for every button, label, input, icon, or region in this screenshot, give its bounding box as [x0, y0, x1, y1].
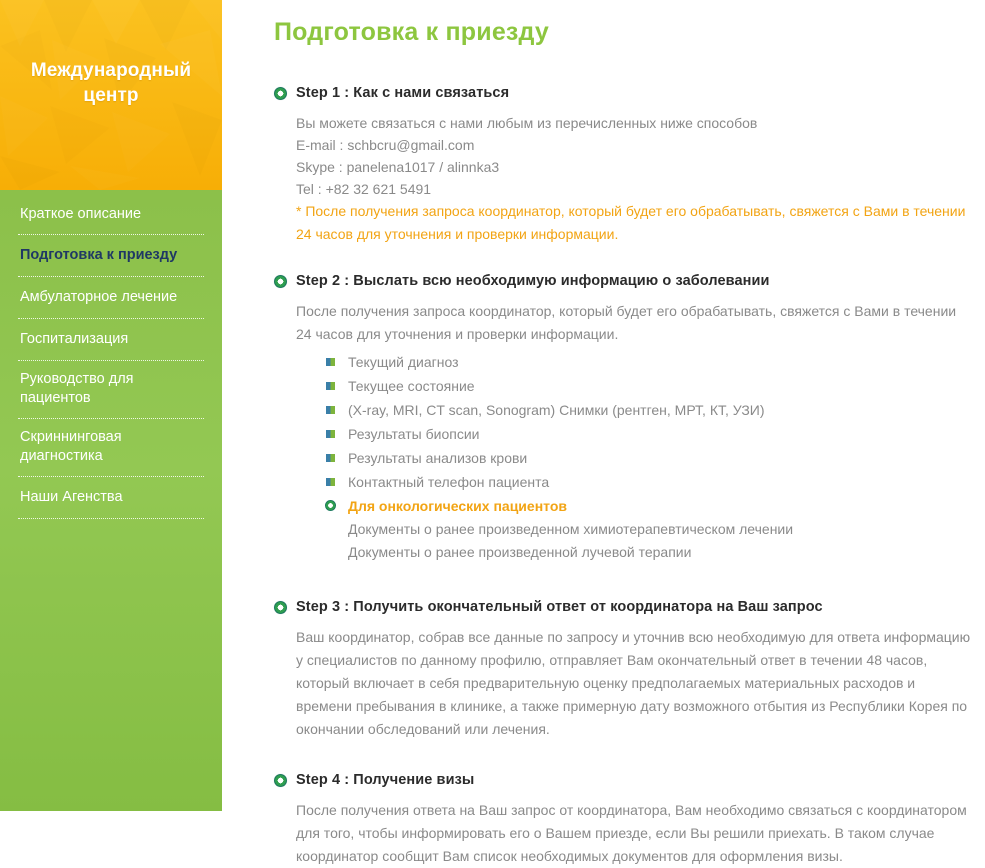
- step-title: Step 1 : Как с нами связаться: [296, 85, 510, 101]
- step-paragraph: Вы можете связаться с нами любым из перечисленных ниже способов: [296, 115, 758, 131]
- list-item: [326, 422, 971, 446]
- step-heading: [274, 272, 971, 291]
- step-section-1: [274, 84, 971, 246]
- list-item: [326, 446, 971, 470]
- list-item-label: Результаты биопсии: [348, 426, 480, 442]
- green-ring-icon: [325, 500, 336, 511]
- step-title: Step 4 : Получение визы: [296, 772, 475, 788]
- step-body: [274, 112, 971, 246]
- step-paragraph-skype: Skype : panelena1017 / alinnka3: [296, 159, 500, 175]
- square-bullet-icon: [326, 478, 335, 486]
- green-ring-icon: [274, 601, 287, 614]
- main-content: [222, 0, 985, 864]
- sidebar-item-label: Госпитализация: [20, 330, 129, 347]
- green-ring-icon: [274, 275, 287, 288]
- sidebar-item-nashi-agenstva[interactable]: [18, 477, 204, 519]
- sidebar-item-label: Руководство для пациентов: [20, 371, 134, 406]
- step-body: [274, 300, 971, 564]
- step-section-3: [274, 598, 971, 741]
- list-item-label: Для онкологических пациентов: [348, 498, 567, 514]
- page-title: Подготовка к приезду: [274, 18, 550, 46]
- sidebar-item-podgotovka-k-priezdu[interactable]: [18, 235, 204, 277]
- step-heading: [274, 84, 971, 103]
- list-item-label: Результаты анализов крови: [348, 450, 528, 466]
- sidebar-item-label: Наши Агенства: [20, 488, 123, 505]
- step-section-2: [274, 272, 971, 564]
- step-paragraph: После получения запроса координатор, который будет его обрабатывать, свяжется с Вами в течении 24 часов для уточнения и проверки информации.: [296, 303, 957, 342]
- sidebar: [0, 0, 222, 811]
- step-title: Step 2 : Выслать всю необходимую информацию о заболевании: [296, 273, 770, 289]
- step-heading: [274, 771, 971, 790]
- list-item: [326, 374, 971, 398]
- square-bullet-icon: [326, 406, 335, 414]
- green-ring-icon: [274, 774, 287, 787]
- green-ring-icon: [274, 87, 287, 100]
- sidebar-nav: [0, 190, 222, 811]
- step-paragraph: Ваш координатор, собрав все данные по запросу и уточнив всю необходимую для ответа информацию у специалистов по данному профилю, отправляет Вам окончательный ответ в течении 48 часов, который включает в себя предварительную оценку предполагаемых материальных расходов и времени пребывания в клинике, а также примерную дату возможного отбытия из Республики Корея по окончании обследований или лечения.: [296, 629, 971, 737]
- brand-header: [0, 0, 222, 190]
- step-section-4: [274, 771, 971, 868]
- list-item-label: Контактный телефон пациента: [348, 474, 550, 490]
- list-item: [326, 398, 971, 422]
- sub-note: Документы о ранее произведенном химиотерапевтическом лечении: [348, 521, 794, 537]
- sub-note: Документы о ранее произведенной лучевой терапии: [348, 544, 692, 560]
- step-paragraph-note: * После получения запроса координатор, который будет его обрабатывать, свяжется с Вами в течении 24 часов для уточнения и проверки информации.: [296, 203, 966, 242]
- sidebar-item-label: Амбулаторное лечение: [20, 288, 178, 305]
- sidebar-item-skrinningovaya-diagnostika[interactable]: [18, 419, 204, 477]
- sidebar-item-ambulatornoe-lechenie[interactable]: [18, 277, 204, 319]
- list-item: [326, 470, 971, 494]
- step-paragraph-tel: Tel : +82 32 621 5491: [296, 181, 432, 197]
- sidebar-item-rukovodstvo-dlya-pacientov[interactable]: [18, 361, 204, 419]
- sidebar-item-label: Подготовка к приезду: [20, 246, 178, 263]
- step-paragraph: После получения ответа на Ваш запрос от координатора, Вам необходимо связаться с координатором для того, чтобы информировать его о Вашем приезде, если Вы решили приехать. В таком случае координатор сообщит Вам список необходимых документов для оформления визы.: [296, 802, 967, 864]
- square-bullet-icon: [326, 430, 335, 438]
- sidebar-item-label: Краткое описание: [20, 206, 142, 222]
- square-bullet-icon: [326, 382, 335, 390]
- sidebar-item-gospitalizaciya[interactable]: [18, 319, 204, 361]
- step-body: [274, 799, 971, 868]
- square-bullet-icon: [326, 358, 335, 366]
- step-heading: [274, 598, 971, 617]
- step-body: [274, 626, 971, 741]
- list-item-oncology: [326, 494, 971, 518]
- step-title: Step 3 : Получить окончательный ответ от координатора на Ваш запрос: [296, 599, 823, 615]
- step-paragraph-email: E-mail : schbcru@gmail.com: [296, 137, 475, 153]
- list-item-label: Текущее состояние: [348, 378, 475, 394]
- list-item: [326, 350, 971, 374]
- list-item-label: Текущий диагноз: [348, 354, 459, 370]
- sidebar-item-label: Скриннинговая диагностика: [20, 429, 122, 464]
- requirements-list: [296, 350, 971, 518]
- square-bullet-icon: [326, 454, 335, 462]
- brand-title: Международный центр: [30, 60, 192, 106]
- sidebar-item-kratkoe-opisanie[interactable]: [18, 190, 204, 235]
- list-item-label: (X-ray, MRI, CT scan, Sonogram) Снимки (рентген, МРТ, КТ, УЗИ): [348, 402, 765, 418]
